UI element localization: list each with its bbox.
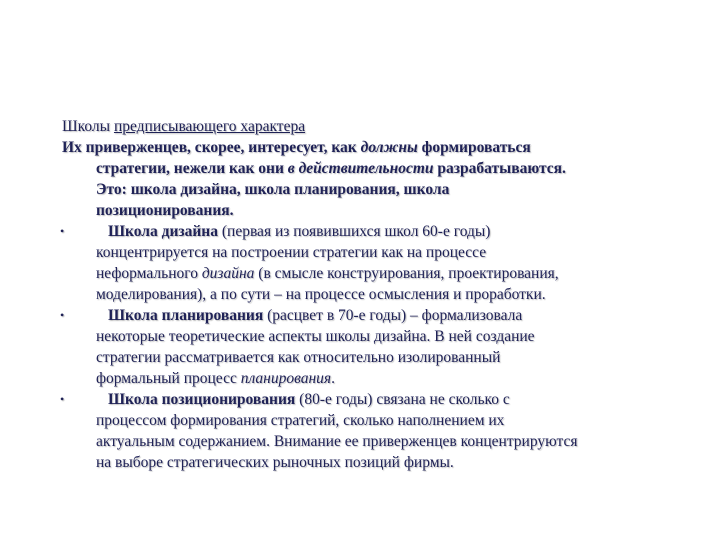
bullet-icon: • bbox=[60, 224, 65, 238]
list-item-text: (в смысле конструирования, проектирования, bbox=[254, 265, 559, 282]
heading-line bbox=[62, 116, 662, 137]
list-item-text: актуальным содержанием. Внимание ее приверженцев концентрируются bbox=[96, 433, 578, 450]
school-positioning-title: Школа позиционирования bbox=[108, 391, 296, 408]
school-planning-title: Школа планирования bbox=[108, 307, 264, 324]
list-item-text: . bbox=[331, 370, 335, 387]
list-item-text: стратегии рассматривается как относительно изолированный bbox=[96, 349, 501, 366]
intro-line-1 bbox=[62, 137, 662, 158]
list-item-text bbox=[62, 368, 662, 389]
emphasis-design: дизайна bbox=[201, 265, 255, 282]
intro-text: Их приверженцев, скорее, интересует, как bbox=[62, 139, 361, 156]
list-item-text: (80-е годы) связана не сколько с bbox=[295, 391, 510, 408]
list-item-text: (расцвет в 70-е годы) – формализовала bbox=[263, 307, 523, 324]
list-item-text: (первая из появившихся школ 60-е годы) bbox=[217, 223, 491, 240]
intro-emphasis-reality: в действительности bbox=[287, 160, 434, 177]
intro-text: стратегии, нежели как они bbox=[96, 160, 288, 177]
school-design-title: Школа дизайна bbox=[108, 223, 218, 240]
intro-line-2 bbox=[62, 158, 662, 179]
heading-prefix: Школы bbox=[62, 118, 114, 135]
list-item-text: неформального bbox=[96, 265, 202, 282]
list-item-text: на выборе стратегических рыночных позиций фирмы. bbox=[96, 454, 454, 471]
list-item-text: формальный процесс bbox=[96, 370, 241, 387]
list-item-text bbox=[62, 263, 662, 284]
list-item bbox=[62, 389, 662, 410]
list-item-text: некоторые теоретические аспекты школы дизайна. В ней создание bbox=[96, 328, 535, 345]
intro-line-4: позиционирования. bbox=[96, 202, 234, 219]
bullet-icon: • bbox=[60, 308, 65, 322]
list-item bbox=[62, 305, 662, 326]
list-item-text: процессом формирования стратегий, сколько наполнением их bbox=[96, 412, 505, 429]
list-item bbox=[62, 221, 662, 242]
intro-emphasis-should: должны bbox=[360, 139, 418, 156]
list-item-text: концентрируется на построении стратегии как на процессе bbox=[96, 244, 487, 261]
heading-underlined: предписывающего характера bbox=[113, 118, 306, 135]
slide-text bbox=[62, 116, 662, 473]
intro-line-3: Это: школа дизайна, школа планирования, школа bbox=[96, 181, 450, 198]
emphasis-planning: планирования bbox=[240, 370, 332, 387]
bullet-icon: • bbox=[60, 392, 65, 406]
list-item-text: моделирования), а по сути – на процессе осмысления и проработки. bbox=[96, 286, 546, 303]
intro-text: формироваться bbox=[417, 139, 531, 156]
intro-text: разрабатываются. bbox=[433, 160, 566, 177]
